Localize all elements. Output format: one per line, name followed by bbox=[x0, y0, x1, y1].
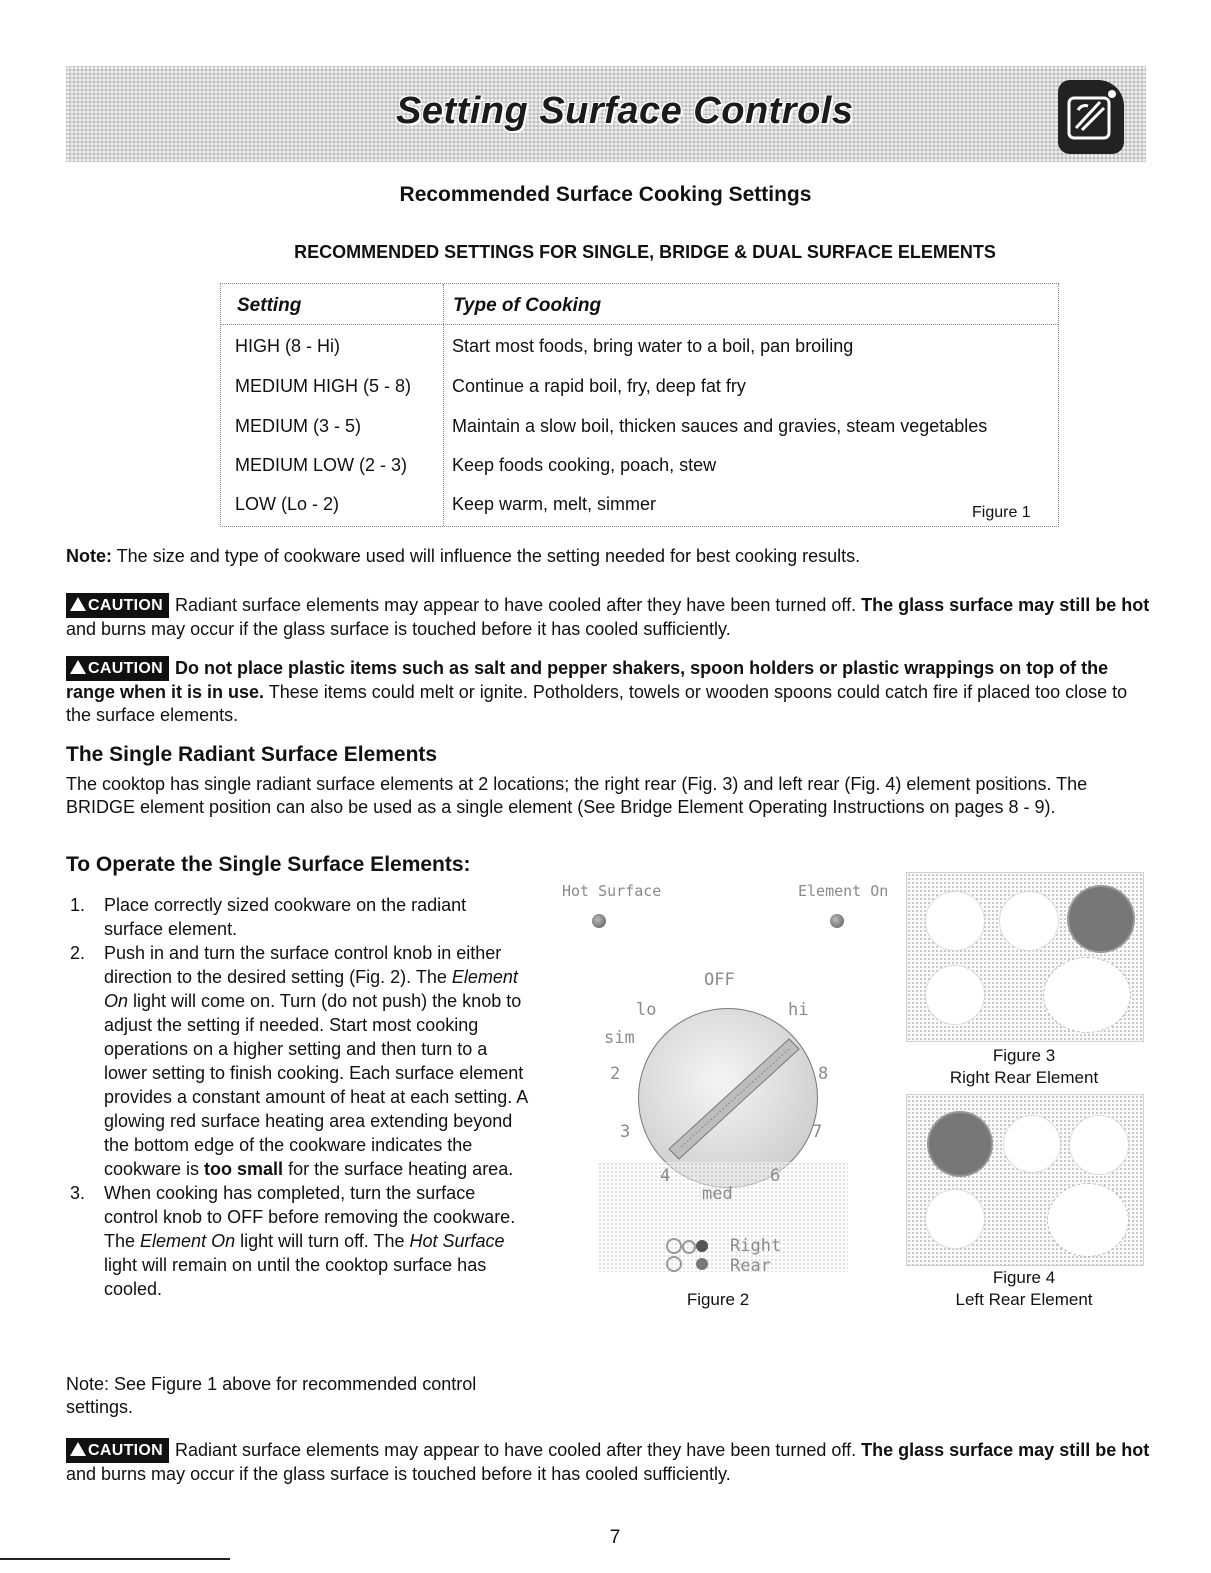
col-header-type: Type of Cooking bbox=[453, 295, 602, 316]
table-caption: RECOMMENDED SETTINGS FOR SINGLE, BRIDGE & DUAL SURFACE ELEMENTS bbox=[294, 242, 996, 262]
element-on-label: Element On bbox=[798, 882, 889, 900]
surface-control-knob[interactable] bbox=[638, 1008, 818, 1188]
caution-badge: CAUTION bbox=[66, 1438, 169, 1463]
knob-label-med: med bbox=[702, 1184, 733, 1204]
table-cell-type: Keep warm, melt, simmer bbox=[452, 494, 657, 514]
figure-3-caption: Figure 3 bbox=[992, 1046, 1056, 1065]
caution-glass-hot-repeat: CAUTION Radiant surface elements may appear to have cooled after they have been turned off. The glass surface may still be hot and burns may occur if the glass surface is touched before it has cooled sufficiently. bbox=[66, 1440, 1150, 1484]
figure-4-caption: Figure 4 bbox=[992, 1268, 1056, 1287]
element-locator-icon bbox=[666, 1238, 718, 1274]
element-on-indicator-icon bbox=[830, 914, 844, 928]
header-banner bbox=[66, 66, 1146, 162]
table-cell-type: Keep foods cooking, poach, stew bbox=[452, 455, 717, 475]
table-cell-setting: HIGH (8 - Hi) bbox=[235, 336, 340, 356]
list-item: 2. Push in and turn the surface control knob in either direction to the desired setting (Fig. 2). The Element On light will come on. Turn (do not push) the knob to adjust the setting if needed. Start most cooking operations on a higher setting and then turn to a lower setting to finish cooking. Each surface element provides a constant amount of heat at each setting. A glowing red surface heating area extending beyond the bottom edge of the cookware indicates the cookware is too small for the surface heating area. bbox=[70, 943, 528, 1179]
col-header-setting: Setting bbox=[237, 295, 302, 316]
knob-label-7: 7 bbox=[812, 1122, 823, 1142]
warning-triangle-icon bbox=[70, 597, 86, 611]
figure-4-cooktop bbox=[906, 1094, 1144, 1266]
knob-label-6: 6 bbox=[770, 1166, 781, 1186]
table-cell-type: Start most foods, bring water to a boil, pan broiling bbox=[452, 336, 854, 356]
warning-triangle-icon bbox=[70, 660, 86, 674]
settings-table bbox=[220, 283, 1059, 527]
knob-label-lo: lo bbox=[636, 1000, 657, 1020]
caution-badge: CAUTION bbox=[66, 656, 169, 681]
section-title: Recommended Surface Cooking Settings bbox=[399, 183, 812, 206]
right-rear-element-active bbox=[1069, 887, 1133, 951]
caution-plastic-items: CAUTION Do not place plastic items such as salt and pepper shakers, spoon holders or plastic wrappings on top of the range when it is in use. These items could melt or ignite. Potholders, towels or wooden spoons could catch fire if placed too close to the surface elements. bbox=[66, 658, 1128, 725]
warning-triangle-icon bbox=[70, 1442, 86, 1456]
note-see-figure: Note: See Figure 1 above for recommended control settings. bbox=[66, 1374, 477, 1417]
figure-4-label: Left Rear Element bbox=[955, 1290, 1093, 1309]
page-title: Setting Surface Controls bbox=[396, 90, 854, 132]
figure-3-label: Right Rear Element bbox=[949, 1068, 1099, 1087]
figure-2-caption: Figure 2 bbox=[686, 1290, 750, 1309]
figure-3-cooktop bbox=[906, 872, 1144, 1042]
knob-label-4: 4 bbox=[660, 1166, 671, 1186]
operate-heading: To Operate the Single Surface Elements: bbox=[66, 853, 471, 876]
table-cell-setting: MEDIUM HIGH (5 - 8) bbox=[235, 376, 412, 396]
page-number: 7 bbox=[609, 1527, 621, 1548]
list-item: 1. Place correctly sized cookware on the radiant surface element. bbox=[70, 895, 467, 939]
table-cell-type: Continue a rapid boil, fry, deep fat fry bbox=[452, 376, 746, 396]
table-cell-setting: MEDIUM (3 - 5) bbox=[235, 416, 361, 436]
single-elements-text: The cooktop has single radiant surface elements at 2 locations; the right rear (Fig. 3) and left rear (Fig. 4) element positions. The BRIDGE element position can also be used as a single element (See Bridge Element Operating Instructions on pages 8 - 9). bbox=[66, 774, 1088, 817]
knob-label-3: 3 bbox=[620, 1122, 631, 1142]
list-item: 3. When cooking has completed, turn the surface control knob to OFF before removing the cookware. The Element On light will turn off. The Hot Surface light will remain on until the cooktop surface has cooled. bbox=[70, 1183, 516, 1299]
knob-label-off: OFF bbox=[704, 970, 735, 990]
figure-2-control-knob bbox=[548, 880, 898, 1309]
hot-surface-indicator-icon bbox=[592, 914, 606, 928]
table-cell-setting: MEDIUM LOW (2 - 3) bbox=[235, 455, 408, 475]
caution-badge: CAUTION bbox=[66, 593, 169, 618]
table-cell-type: Maintain a slow boil, thicken sauces and gravies, steam vegetables bbox=[452, 416, 988, 436]
table-cell-setting: LOW (Lo - 2) bbox=[235, 494, 340, 514]
bottom-rule bbox=[0, 1558, 230, 1560]
knob-label-2: 2 bbox=[610, 1064, 621, 1084]
knob-label-sim: sim bbox=[604, 1028, 635, 1048]
note-cookware: Note: The size and type of cookware used will influence the setting needed for best cooking results. bbox=[66, 546, 861, 566]
operate-steps bbox=[66, 893, 528, 1301]
knob-label-8: 8 bbox=[818, 1064, 829, 1084]
left-rear-element-active bbox=[929, 1113, 991, 1175]
knob-label-rear: Rear bbox=[730, 1256, 771, 1276]
cooktop-pan-icon bbox=[1058, 80, 1124, 154]
knob-label-right: Right bbox=[730, 1236, 782, 1256]
single-elements-heading: The Single Radiant Surface Elements bbox=[66, 743, 438, 766]
caution-glass-hot: CAUTION Radiant surface elements may appear to have cooled after they have been turned off. The glass surface may still be hot and burns may occur if the glass surface is touched before it has cooled sufficiently. bbox=[66, 595, 1150, 639]
knob-label-hi: hi bbox=[788, 1000, 809, 1020]
hot-surface-label: Hot Surface bbox=[562, 882, 662, 900]
figure-1-caption: Figure 1 bbox=[972, 504, 1031, 521]
